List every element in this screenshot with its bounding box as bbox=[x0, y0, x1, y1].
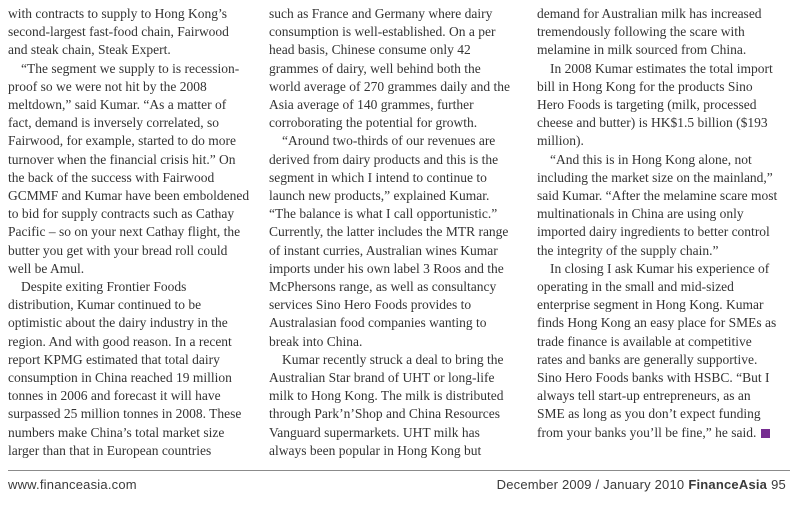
article-paragraph: In closing I ask Kumar his experience of operating in the small and mid-sized enterprise segment in Hong Kong. Kumar finds Hong Kong an easy place for SMEs as trade finance is available at competitive rates and banks are generally supportive. Sino Hero Foods banks with HSBC. “But I always tell start-up entrepreneurs, as an SME as long as you don’t expect funding from your banks you’ll be fine,” he said. bbox=[537, 260, 777, 440]
article-column-1 bbox=[8, 5, 250, 460]
article-paragraph: such as France and Germany where dairy consumption is well-established. On a per head basis, Chinese consume only 42 grammes of dairy, well behind both the world average of 270 grammes daily and the Asia average of 140 grammes, further corroborating the potential for growth. bbox=[269, 6, 511, 131]
footer-issue-info bbox=[497, 477, 786, 492]
article-paragraph: “Around two-thirds of our revenues are derived from dairy products and this is the segment in which I intend to continue to launch new products,” explained Kumar. “The balance is what I call opportunistic.” Currently, the latter includes the MTR range of instant curries, Australian wines Kumar imports under his own label 3 Roos and the McPhersons range, as well as consultancy services Sino Hero Foods provides to Australasian food companies wanting to break into China. bbox=[269, 133, 509, 349]
footer-magazine-name: FinanceAsia bbox=[688, 477, 768, 492]
article-paragraph: with contracts to supply to Hong Kong’s second-largest fast-food chain, Fairwood and steak chain, Steak Expert. bbox=[8, 6, 229, 58]
end-of-article-marker bbox=[761, 429, 770, 438]
article-paragraph: “And this is in Hong Kong alone, not including the market size on the mainland,” said Kumar. “After the melamine scare most multinationals in China are using only imported dairy ingredients to better control the integrity of the supply chain.” bbox=[537, 151, 778, 258]
footer-page-number: 95 bbox=[771, 477, 786, 492]
footer-issue-date: December 2009 / January 2010 bbox=[496, 477, 685, 492]
article-column-2 bbox=[269, 5, 512, 460]
article-paragraph: “The segment we supply to is recession-proof so we were not hit by the 2008 meltdown,” said Kumar. “As a matter of fact, demand is inversely correlated, so Fairwood, for example, started to do more turnover when the financial crisis hit.” On the back of the success with Fairwood GCMMF and Kumar have been emboldened to bid for supply contracts such as Cathay Pacific – so on your next Cathay flight, the butter you get with your bread roll could well be Amul. bbox=[8, 60, 250, 276]
article-paragraph: In 2008 Kumar estimates the total import bill in Hong Kong for the products Sino Hero Foods is targeting (milk, processed cheese and butter) is HK$1.5 billion ($193 million). bbox=[537, 60, 773, 149]
article-paragraph: Kumar recently struck a deal to bring the Australian Star brand of UHT or long-life milk to Hong Kong. The milk is distributed through Park’n’Shop and China Resources Vanguard supermarkets. UHT milk has always been popular in Hong Kong but bbox=[269, 351, 504, 458]
article-paragraph: demand for Australian milk has increased tremendously following the scare with melamine in milk sourced from China. bbox=[537, 6, 762, 58]
footer-divider bbox=[8, 470, 790, 471]
footer-website-url: www.financeasia.com bbox=[8, 477, 137, 492]
article-paragraph: Despite exiting Frontier Foods distribution, Kumar continued to be optimistic about the dairy industry in the region. And with good reason. In a recent report KPMG estimated that total dairy consumption in China reached 19 million tonnes in 2006 and forecast it will have surpassed 25 million tonnes in 2008. These numbers make China’s total market size larger than that in European countries bbox=[8, 279, 242, 458]
article-column-3 bbox=[537, 5, 780, 442]
